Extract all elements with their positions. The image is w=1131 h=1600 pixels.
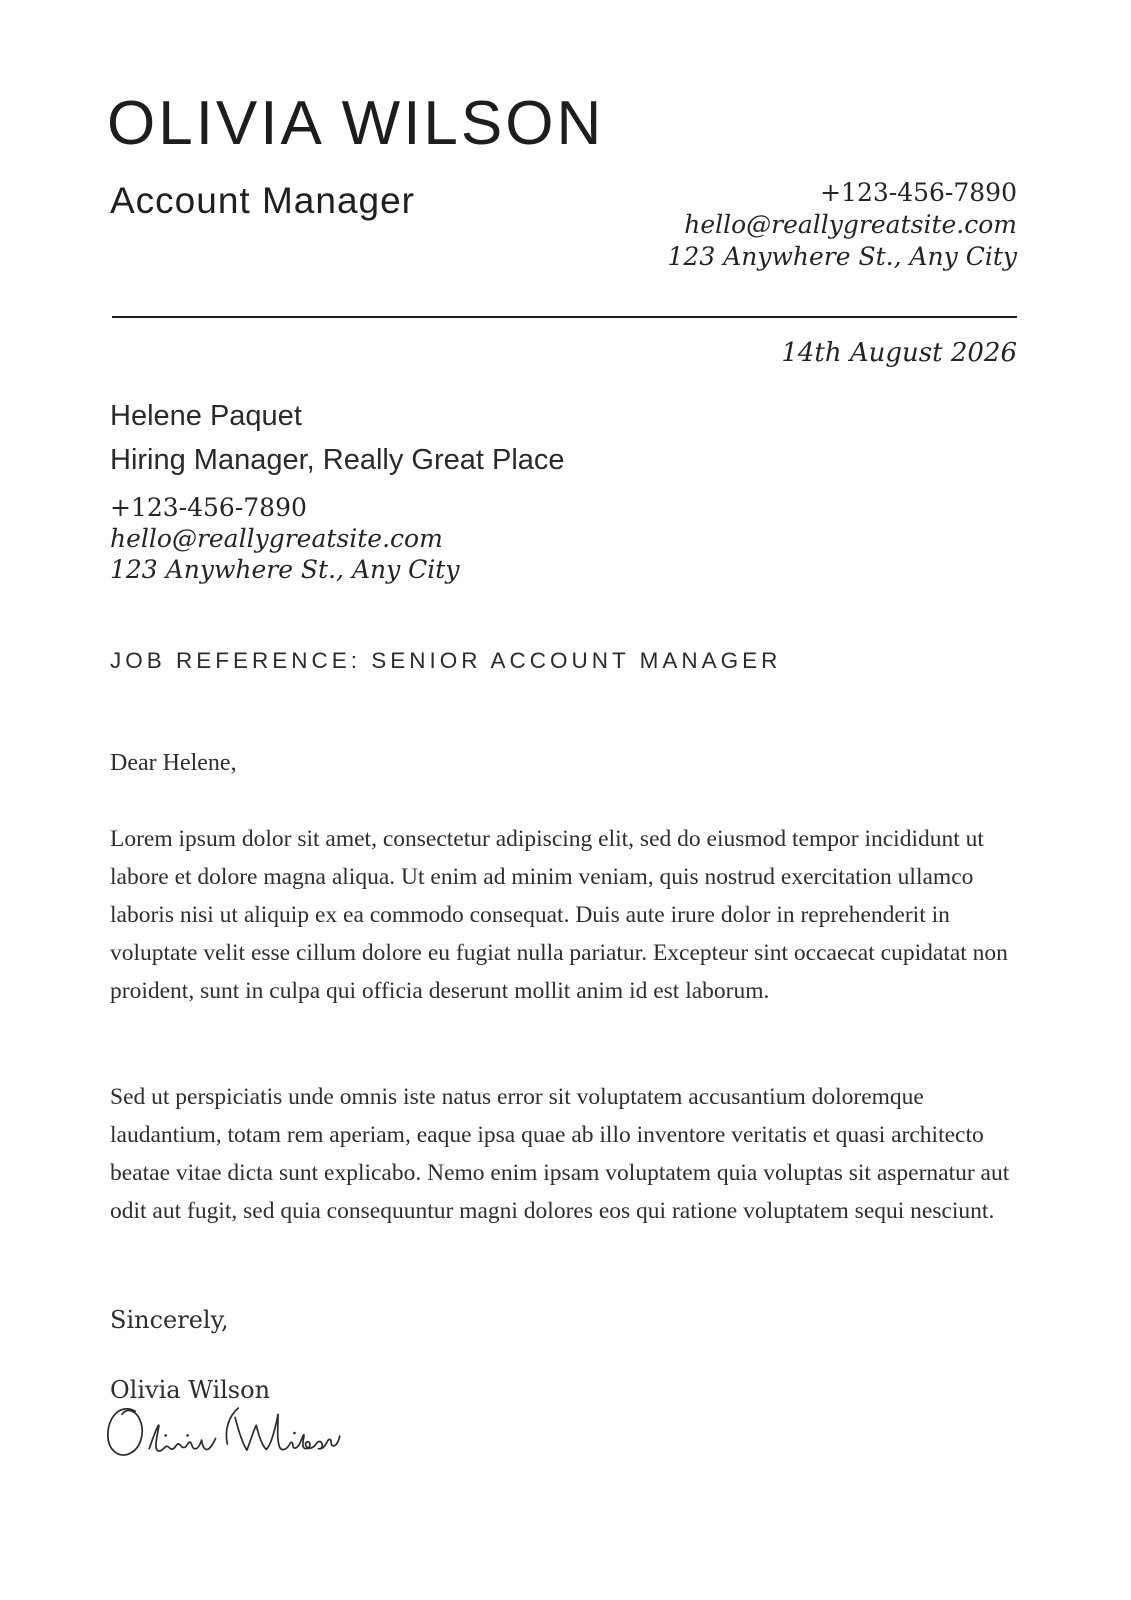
handwritten-signature: [104, 1400, 346, 1463]
sender-contact-block: [668, 177, 1017, 273]
recipient-email: hello@reallygreatsite.com: [110, 524, 443, 553]
sender-address: 123 Anywhere St., Any City: [667, 242, 1017, 271]
sender-name-heading: OLIVIA WILSON: [107, 89, 605, 158]
body-paragraph-2: Sed ut perspiciatis unde omnis iste natus error sit voluptatem accusantium doloremque laudantium, totam rem aperiam, eaque ipsa quae ab illo inventore veritatis et quasi architecto beatae vitae dicta sunt explicabo. Nemo enim ipsam voluptatem quia voluptas sit aspernatur aut odit aut fugit, sed quia consequuntur magni dolores eos qui ratione voluptatem sequi nesciunt.: [110, 1084, 1010, 1224]
sender-email: hello@reallygreatsite.com: [684, 210, 1017, 239]
recipient-name: Helene Paquet: [110, 400, 302, 432]
recipient-address: 123 Anywhere St., Any City: [110, 555, 460, 584]
salutation: Dear Helene,: [110, 750, 237, 776]
recipient-contact-block: [110, 492, 459, 585]
closing-line: Sincerely,: [110, 1306, 229, 1334]
body-paragraph-1: Lorem ipsum dolor sit amet, consectetur adipiscing elit, sed do eiusmod tempor incididunt ut labore et dolore magna aliqua. Ut enim ad minim veniam, quis nostrud exercitation ullamco laboris nisi ut aliquip ex ea commodo consequat. Duis aute irure dolor in reprehenderit in voluptate velit esse cillum dolore eu fugiat nulla pariatur. Excepteur sint occaecat cupidatat non proident, sunt in culpa qui officia deserunt mollit anim id est laborum.: [110, 826, 1008, 1004]
header-divider-rule: [112, 316, 1017, 318]
job-reference-subject: JOB REFERENCE: SENIOR ACCOUNT MANAGER: [110, 648, 782, 673]
signature-svg: [104, 1400, 346, 1463]
recipient-role: Hiring Manager, Really Great Place: [110, 444, 565, 476]
signer-name: Olivia Wilson: [110, 1376, 271, 1404]
sender-phone: +123-456-7890: [820, 178, 1017, 207]
recipient-phone: +123-456-7890: [110, 493, 307, 522]
letter-date: 14th August 2026: [781, 338, 1017, 368]
sender-job-title: Account Manager: [110, 180, 416, 221]
